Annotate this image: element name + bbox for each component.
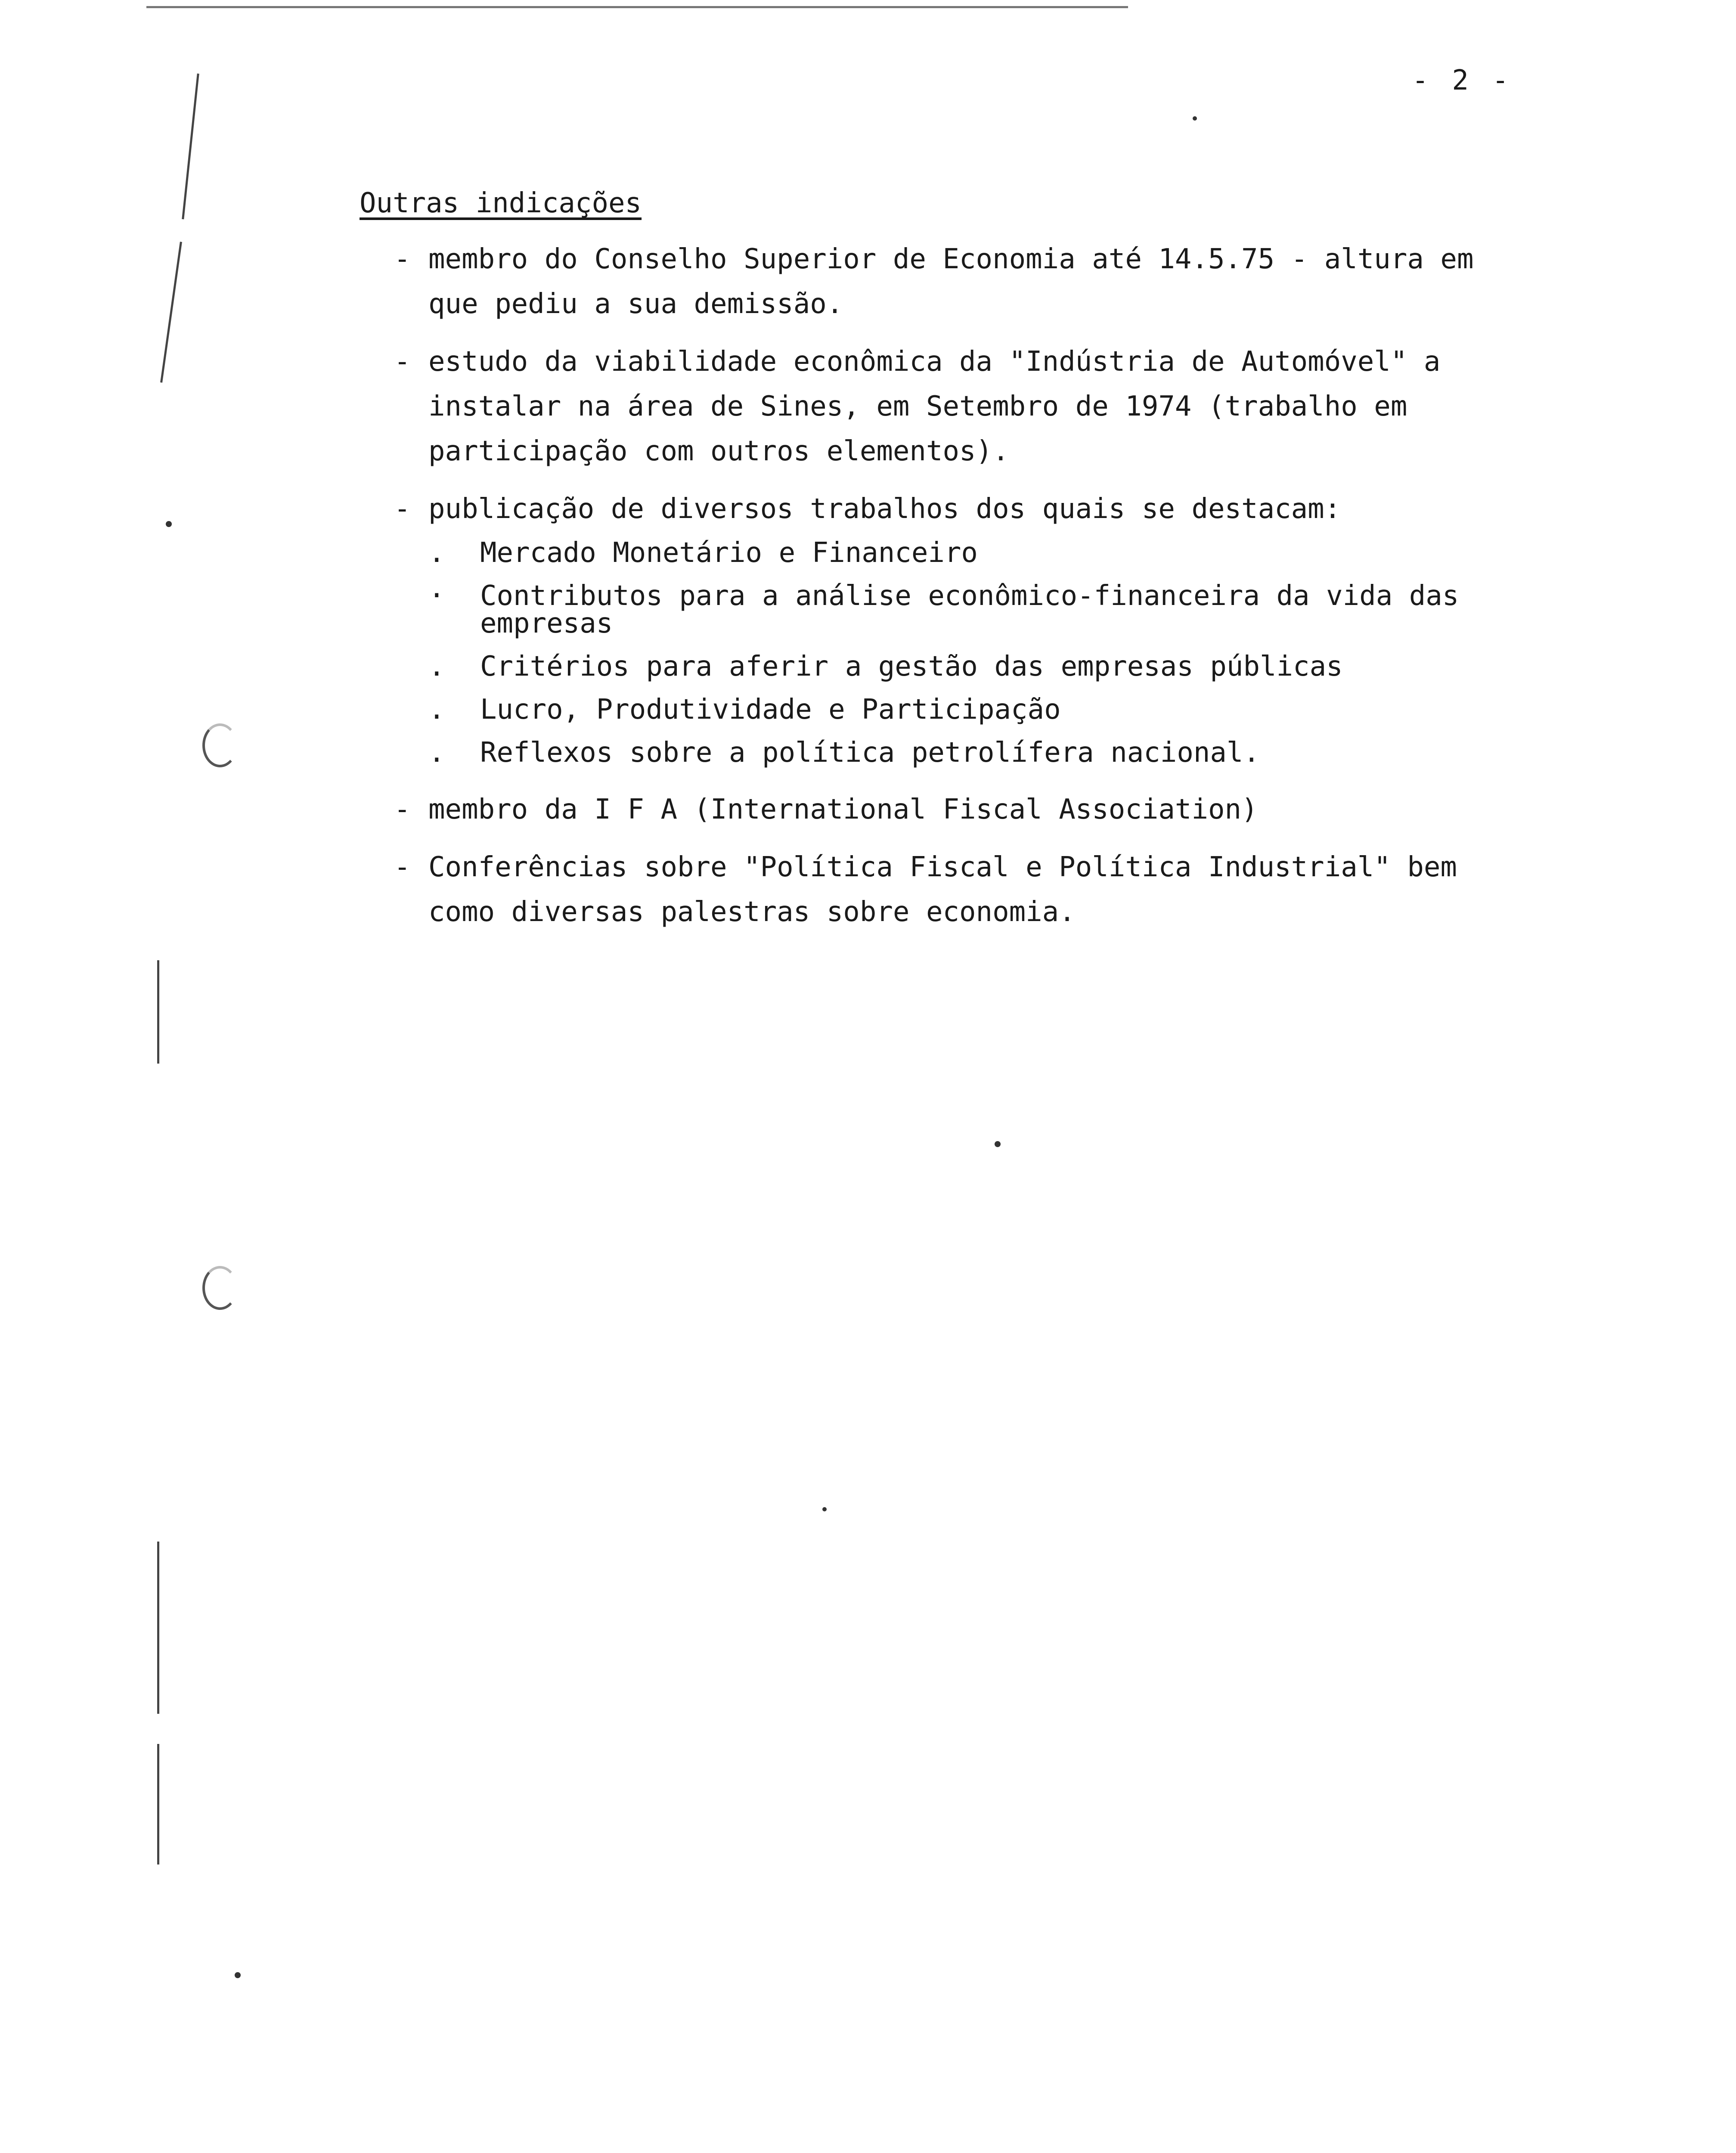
page-number: - 2 - xyxy=(1412,65,1512,96)
punch-hole-mark xyxy=(202,1266,238,1310)
publication-item xyxy=(428,731,1522,774)
bullet-marker: . xyxy=(428,537,445,569)
publication-item xyxy=(428,688,1522,731)
margin-mark xyxy=(160,242,182,382)
list-item-text: Conferências sobre "Política Fiscal e Política Industrial" bem como diversas palestras sobre economia. xyxy=(428,851,1457,928)
list-item-text: membro da I F A (International Fiscal Association) xyxy=(428,794,1258,825)
dash-marker: - xyxy=(394,346,411,378)
dash-marker: - xyxy=(394,794,411,825)
margin-mark xyxy=(157,1744,159,1864)
scan-speck xyxy=(995,1141,1001,1147)
list-item xyxy=(360,487,1522,774)
publication-title: Reflexos sobre a política petrolífera nacional. xyxy=(480,737,1260,769)
bullet-marker: . xyxy=(428,572,445,604)
bullet-marker: . xyxy=(428,694,445,726)
scan-speck xyxy=(1193,116,1197,121)
margin-mark xyxy=(182,74,199,220)
list-item-text: publicação de diversos trabalhos dos quais se destacam: xyxy=(428,493,1341,525)
list-item-text: estudo da viabilidade econômica da "Indústria de Automóvel" a instalar na área de Sines, em Setembro de 1974 (trabalho em participação com outros elementos). xyxy=(428,346,1441,467)
publication-title: Mercado Monetário e Financeiro xyxy=(480,537,978,569)
dash-marker: - xyxy=(394,493,411,525)
list-item xyxy=(360,339,1522,474)
list-item xyxy=(360,845,1522,934)
scan-speck xyxy=(235,1972,241,1978)
list-item xyxy=(360,237,1522,326)
list-item xyxy=(360,787,1522,832)
dash-marker: - xyxy=(394,243,411,275)
publication-title: Contributos para a análise econômico-financeira da vida das empresas xyxy=(480,580,1459,639)
publication-item xyxy=(428,574,1522,645)
punch-hole-mark xyxy=(202,723,238,767)
publication-title: Critérios para aferir a gestão das empresas públicas xyxy=(480,651,1343,683)
section-heading: Outras indicações xyxy=(360,187,642,219)
scan-speck xyxy=(166,521,172,527)
publications-list xyxy=(428,531,1522,774)
publication-item xyxy=(428,645,1522,688)
margin-mark xyxy=(157,960,159,1064)
list-item-text: membro do Conselho Superior de Economia até 14.5.75 - altura em que pediu a sua demissão. xyxy=(428,243,1474,320)
dash-marker: - xyxy=(394,851,411,883)
margin-mark xyxy=(157,1542,159,1714)
publication-item xyxy=(428,531,1522,574)
scan-edge-line xyxy=(146,6,1128,8)
publication-title: Lucro, Produtividade e Participação xyxy=(480,694,1061,726)
scan-speck xyxy=(822,1507,827,1511)
bullet-marker: . xyxy=(428,651,445,683)
bullet-marker: . xyxy=(428,737,445,769)
document-body xyxy=(360,181,1522,947)
